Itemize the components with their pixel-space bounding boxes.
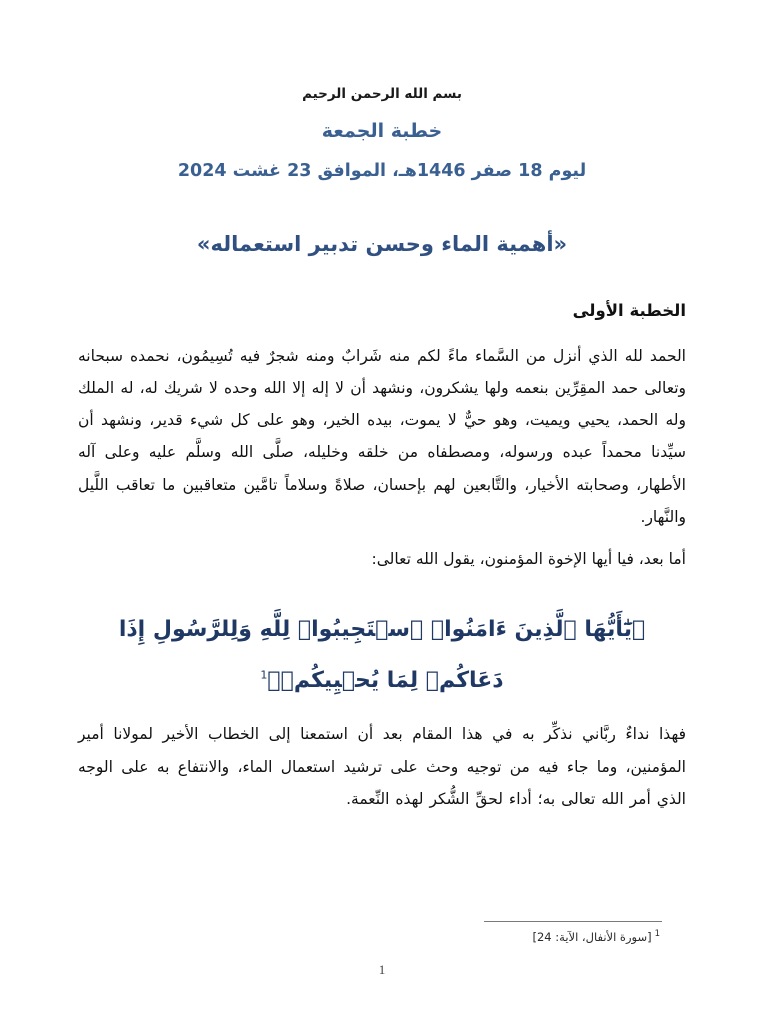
page-number: 1 [378, 962, 386, 977]
footnote-area [78, 921, 686, 946]
page-title: خطبة الجمعة [321, 120, 443, 143]
document-date: ليوم 18 صفر 1446هـ، الموافق 23 غشت 2024 [177, 160, 587, 181]
section-heading-first-sermon: الخطبة الأولى [572, 300, 686, 320]
footnote-source: [سورة الأنفال، الآية: 24] [532, 929, 652, 944]
footnote-number: 1 [654, 928, 660, 939]
document-content [78, 0, 686, 815]
body-paragraph-praise: الحمد لله الذي أنزل من السَّماء ماءً لكم منه شَرابٌ ومنه شجرٌ فيه تُسِيمُون، نحمده سبحانه وتعالى حمد المقِرِّين بنعمه ولها يشكرون، ونشهد أن لا إله إلا الله وحده لا شريك له، له الملك وله الحمد، يحيي ويميت، وهو حيٌّ لا يموت، بيده الخير، وهو على كل شيء قدير، ونشهد أن سيِّدنا محمداً عبده ورسوله، ومصطفاه من خلقه وخليله، صلَّى الله وسلَّم عليه وعلى آله الأطهار، وصحابته الأخيار، والتَّابعين لهم بإحسان، صلاةً وسلاماً تامَّين متعاقبين ما تعاقب اللَّيل والنَّهار. [78, 346, 686, 526]
bismillah-line: بسم الله الرحمن الرحيم [302, 86, 462, 102]
quran-verse-line-2-wrap [78, 656, 686, 707]
quran-verse-line-1: ﴿يَٰٓأَيُّهَا ٱلَّذِينَ ءَامَنُوا۟ ٱسۡتَجِيبُوا۟ لِلَّهِ وَلِلرَّسُولِ إِذَا [118, 617, 646, 643]
sermon-subject: «أهمية الماء وحسن تدبير استعماله» [196, 232, 568, 257]
quran-verse [78, 605, 686, 706]
footnote-separator [484, 921, 662, 922]
quran-verse-line-2: دَعَاكُمۡ لِمَا يُحۡيِيكُمۡ﴾ [267, 667, 504, 693]
footnote [78, 928, 686, 946]
body-paragraph-closing: فهذا نداءٌ ربَّاني نذكِّر به في هذا المقام بعد أن استمعنا إلى الخطاب الأخير لمولانا أمير المؤمنين، وما جاء فيه من توجيه وحث على ترشيد استعمال الماء، والانتفاع به على الوجه الذي أمر الله تعالى به؛ أداء لحقِّ الشُّكر لهذه النِّعمة. [78, 725, 686, 808]
quran-verse-footnote-marker: 1 [260, 668, 268, 682]
body-paragraph-amma-baad: أما بعد، فيا أيها الإخوة المؤمنون، يقول الله تعالى: [371, 550, 686, 568]
